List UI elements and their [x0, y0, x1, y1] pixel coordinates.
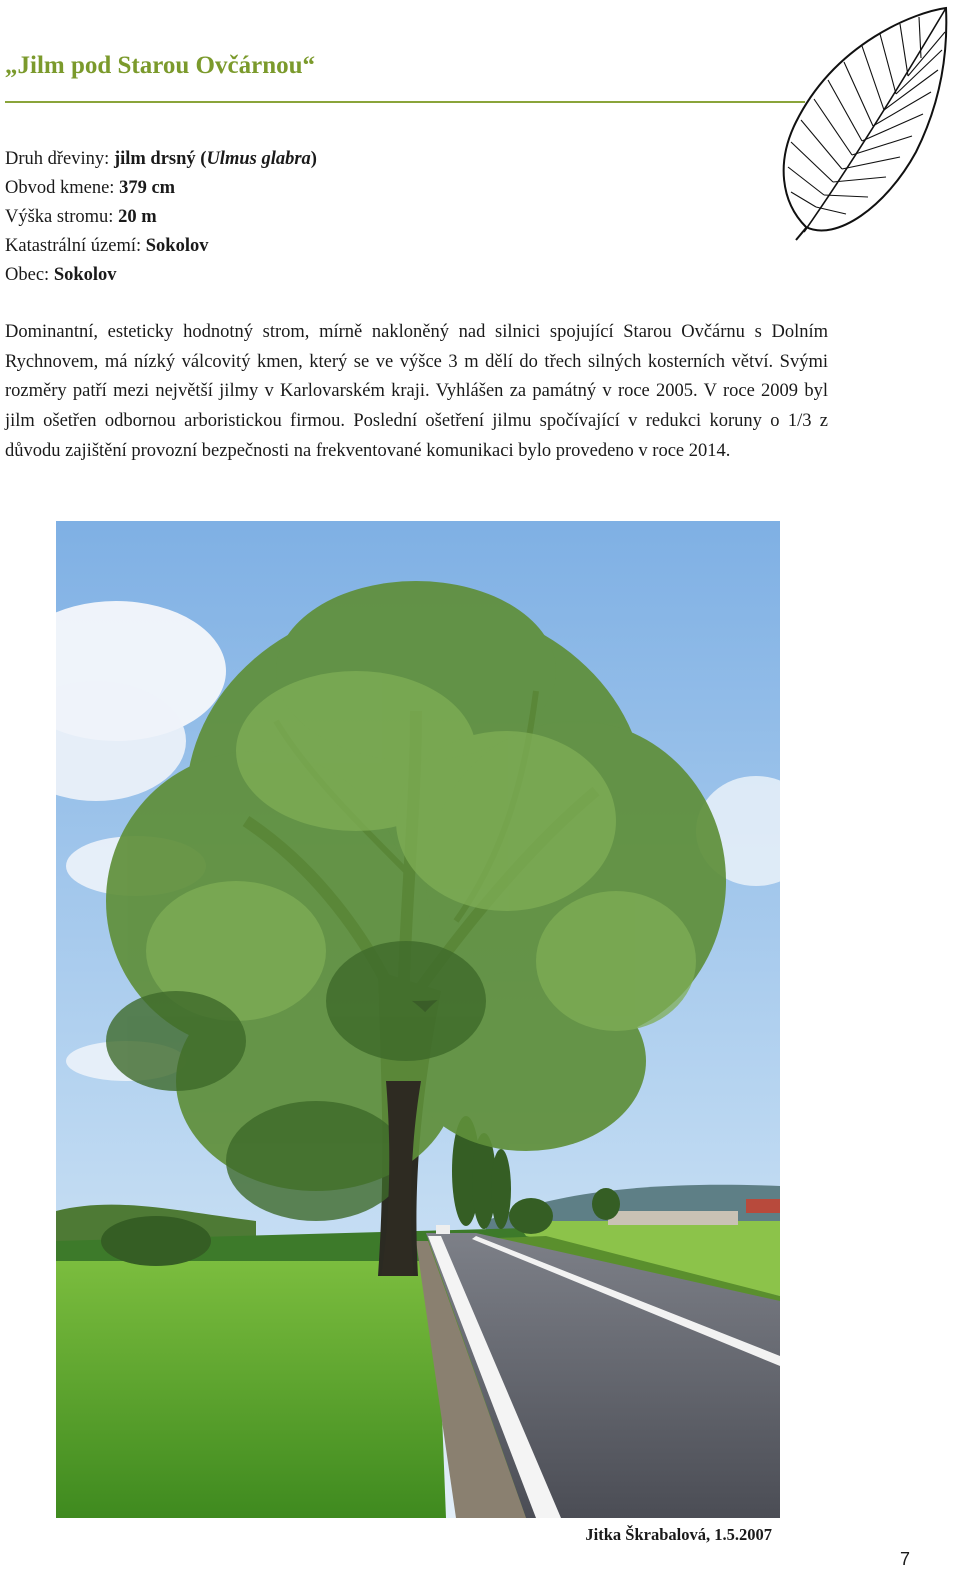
fact-label: Katastrální území:	[5, 236, 146, 256]
page-number: 7	[900, 1549, 911, 1569]
fact-label: Druh dřeviny:	[5, 149, 114, 169]
page-title: „Jilm pod Starou Ovčárnou“	[5, 52, 315, 79]
tree-facts	[5, 145, 317, 290]
fact-value: Sokolov	[53, 265, 117, 285]
fact-label: Výška stromu:	[5, 207, 119, 227]
fact-value: Sokolov	[145, 236, 209, 256]
photo-caption: Jitka Škrabalová, 1.5.2007	[585, 1525, 772, 1544]
tree-description: Dominantní, esteticky hodnotný strom, mírně nakloněný nad silnici spojující Starou Ovčárnu s Dolním Rychnovem, má nízký válcovitý kmen, který se ve výšce 3 m dělí do třech silných kosterních větví. Svými rozměry patří mezi největší jilmy v Karlovarském kraji. Vyhlášen za památný v roce 2005. V roce 2009 byl jilm ošetřen odbornou arboristickou firmou. Poslední ošetření jilmu spočívající v redukci koruny o 1/3 z důvodu zajištění provozní bezpečnosti na frekventované komunikaci bylo provedeno v roce 2014.	[5, 322, 828, 461]
fact-municipality	[5, 261, 317, 290]
fact-value: 379 cm	[119, 178, 176, 198]
fact-value: jilm drsný (Ulmus glabra)	[113, 149, 317, 169]
fact-label: Obvod kmene:	[5, 178, 120, 198]
fact-circumference	[5, 174, 317, 203]
fact-height	[5, 203, 317, 232]
fact-value: 20 m	[118, 207, 157, 227]
fact-cadastral-area	[5, 232, 317, 261]
fact-species	[5, 145, 317, 174]
fact-label: Obec:	[5, 265, 54, 285]
latin-name: Ulmus glabra	[206, 149, 311, 169]
title-divider	[5, 101, 805, 103]
tree-photo	[56, 521, 780, 1518]
leaf-icon	[776, 2, 954, 242]
